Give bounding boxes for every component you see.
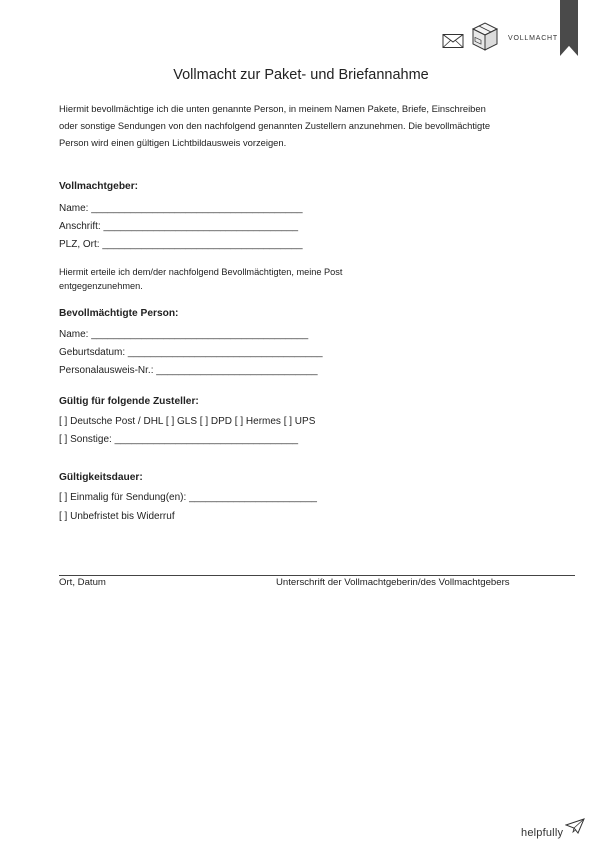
signature-line[interactable]	[59, 575, 575, 576]
envelope-icon	[442, 33, 464, 49]
intro-line: Hiermit bevollmächtige ich die unten genannte Person, in meinem Namen Pakete, Briefe, Einschreiben	[59, 103, 486, 114]
grantor-heading: Vollmachtgeber:	[59, 181, 139, 192]
transfer-line: entgegenzunehmen.	[59, 281, 143, 291]
transfer-paragraph	[59, 265, 399, 293]
carrier-checkbox-options[interactable]: [ ] Deutsche Post / DHL [ ] GLS [ ] DPD [ ] Hermes [ ] UPS	[59, 416, 316, 427]
validity-unlimited-option[interactable]: [ ] Unbefristet bis Widerruf	[59, 511, 175, 522]
transfer-line: Hiermit erteile ich dem/der nachfolgend Bevollmächtigten, meine Post	[59, 267, 343, 277]
grantor-city-field[interactable]: PLZ, Ort: ____________________________________	[59, 239, 303, 250]
intro-paragraph	[59, 100, 569, 151]
signature-label: Unterschrift der Vollmachtgeberin/des Vollmachtgebers	[276, 577, 510, 588]
package-icon	[470, 20, 500, 52]
validity-once-option[interactable]: [ ] Einmalig für Sendung(en): _______________________	[59, 492, 317, 503]
agent-id-field[interactable]: Personalausweis-Nr.: _____________________________	[59, 365, 318, 376]
intro-line: Person wird einen gültigen Lichtbildausweis vorzeigen.	[59, 137, 287, 148]
place-date-label: Ort, Datum	[59, 577, 106, 588]
agent-heading: Bevollmächtigte Person:	[59, 308, 179, 319]
carriers-heading: Gültig für folgende Zusteller:	[59, 396, 199, 407]
grantor-name-field[interactable]: Name: ______________________________________	[59, 203, 303, 214]
validity-heading: Gültigkeitsdauer:	[59, 472, 143, 483]
intro-line: oder sonstige Sendungen von den nachfolgend genannten Zustellern anzunehmen. Die bevollmächtigte	[59, 120, 491, 131]
brand-logo: helpfully	[521, 827, 564, 839]
bookmark-tab	[560, 0, 578, 56]
agent-birthdate-field[interactable]: Geburtsdatum: ___________________________________	[59, 347, 323, 358]
agent-name-field[interactable]: Name: _______________________________________	[59, 329, 309, 340]
grantor-address-field[interactable]: Anschrift: ___________________________________	[59, 221, 299, 232]
page-title: Vollmacht zur Paket- und Briefannahme	[173, 67, 429, 83]
carrier-other-field[interactable]: [ ] Sonstige: _________________________________	[59, 434, 299, 445]
paper-plane-icon	[565, 818, 585, 834]
header-label: VOLLMACHT	[508, 35, 558, 42]
